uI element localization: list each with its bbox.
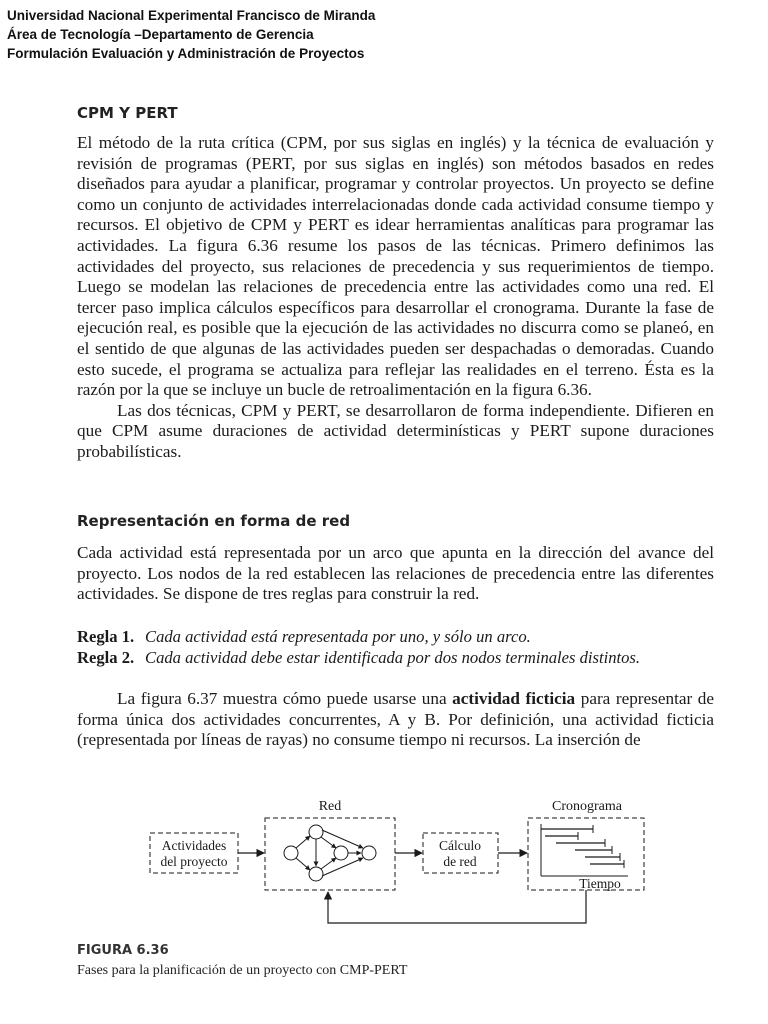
figure-label-tiempo: Tiempo bbox=[579, 876, 621, 891]
page-header bbox=[7, 6, 375, 63]
box-actividades-line2: del proyecto bbox=[160, 854, 228, 869]
box-actividades-line1: Actividades bbox=[161, 838, 227, 853]
para2-after: para representar de forma única dos actividades concurrentes, A y B. Por definición, una actividad ficticia (representada por líneas de rayas) no consume tiempo ni recursos. La inserción de bbox=[77, 689, 714, 750]
section1-paragraph-1: El método de la ruta crítica (CPM, por sus siglas en inglés) y la técnica de evaluación y revisión de programas (PERT, por sus siglas en inglés) son métodos basados en redes diseñados para ayudar a planificar, programar y controlar proyectos. Un proyecto se define como un conjunto de actividades interrelacionadas donde cada actividad consume tiempo y recursos. El objetivo de CPM y PERT es idear herramientas analíticas para programar las actividades. La figura 6.36 resume los pasos de las técnicas. Primero definimos las actividades del proyecto, sus relaciones de precedencia y sus requerimientos de tiempo. Luego se modelan las relaciones de precedencia entre las actividades como una red. El tercer paso implica cálculos específicos para desarrollar el cronograma. Durante la fase de ejecución real, es posible que la ejecución de las actividades no discurra como se planeó, en el sentido de que algunas de las actividades pueden ser despachadas o demoradas. Cuando esto sucede, el programa se actualiza para reflejar las realidades en el terreno. Ésta es la razón por la que se incluye un bucle de retroalimentación en la figura 6.36. bbox=[77, 133, 714, 400]
para2-before: La figura 6.37 muestra cómo puede usarse una bbox=[117, 689, 453, 708]
box-calculo-line2: de red bbox=[443, 854, 477, 869]
header-course: Formulación Evaluación y Administración de Proyectos bbox=[7, 46, 365, 61]
para2-bold-term: actividad ficticia bbox=[452, 689, 576, 708]
rule-2-label: Regla 2. bbox=[77, 648, 135, 667]
figure-label-red: Red bbox=[318, 799, 342, 814]
section2-paragraph-2 bbox=[77, 689, 714, 751]
figure-diagram bbox=[0, 790, 768, 940]
rule-1-label: Regla 1. bbox=[77, 627, 135, 646]
rules-list bbox=[77, 626, 640, 668]
rule-2-text: Cada actividad debe estar identificada por dos nodos terminales distintos. bbox=[145, 648, 641, 667]
header-university: Universidad Nacional Experimental Francisco de Miranda bbox=[7, 8, 376, 23]
network-node-5 bbox=[362, 846, 376, 860]
box-calculo-line1: Cálculo bbox=[439, 838, 481, 853]
feedback-loop-arrow bbox=[328, 890, 586, 923]
section2-paragraph-1: Cada actividad está representada por un arco que apunta en la dirección del avance del proyecto. Los nodos de la red establecen las relaciones de precedencia entre las diferentes actividades. Se dispone de tres reglas para construir la red. bbox=[77, 543, 714, 604]
figure-number: FIGURA 6.36 bbox=[77, 943, 169, 958]
box-red bbox=[265, 818, 395, 890]
section-title-network: Representación en forma de red bbox=[77, 512, 351, 530]
figure-label-cronograma: Cronograma bbox=[552, 799, 622, 814]
figure-caption: Fases para la planificación de un proyecto con CMP-PERT bbox=[77, 963, 408, 978]
header-department: Área de Tecnología –Departamento de Gerencia bbox=[7, 27, 314, 42]
network-node-1 bbox=[284, 846, 298, 860]
section1-paragraph-2: Las dos técnicas, CPM y PERT, se desarrollaron de forma independiente. Difieren en que CPM asume duraciones de actividad determinísticas y PERT supone duraciones probabilísticas. bbox=[77, 400, 714, 461]
network-node-3 bbox=[309, 867, 323, 881]
rule-2 bbox=[77, 647, 640, 668]
section-title-cpm-pert: CPM Y PERT bbox=[77, 104, 178, 122]
rule-1 bbox=[77, 626, 640, 647]
section2-paragraph-2-wrap bbox=[77, 689, 714, 751]
box-cronograma bbox=[528, 818, 644, 891]
section1-body bbox=[77, 133, 714, 463]
rule-1-text: Cada actividad está representada por uno, y sólo un arco. bbox=[145, 627, 531, 646]
box-calculo bbox=[423, 833, 498, 873]
section2-body bbox=[77, 543, 714, 605]
box-actividades bbox=[150, 833, 238, 873]
network-node-2 bbox=[309, 825, 323, 839]
network-node-4 bbox=[334, 846, 348, 860]
